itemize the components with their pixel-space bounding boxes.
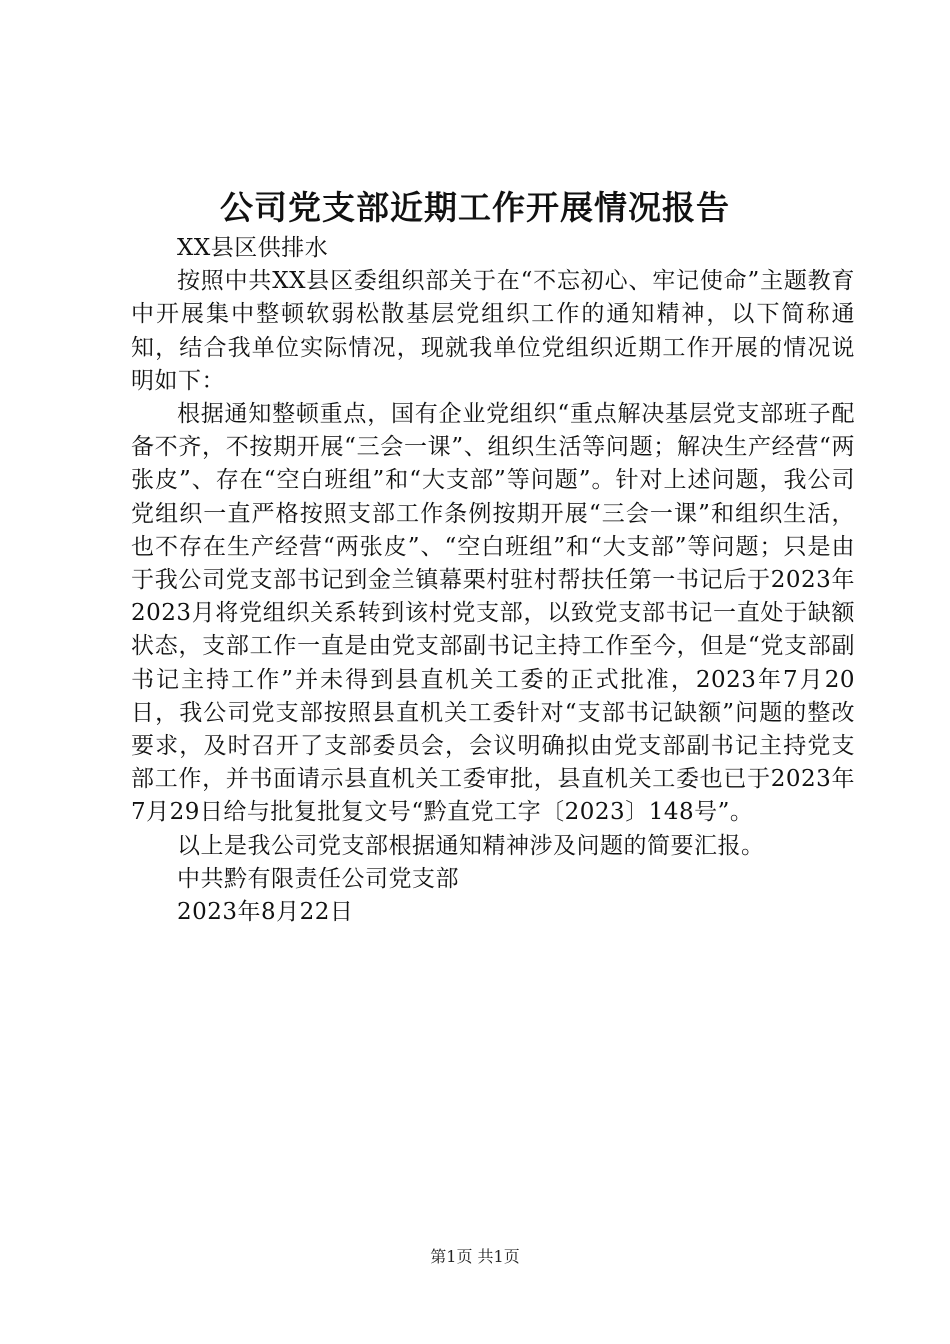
page-number: 第1页 共1页	[430, 1247, 520, 1266]
paragraph-closing: 以上是我公司党支部根据通知精神涉及问题的简要汇报。	[177, 832, 765, 859]
paragraph-main: 根据通知整顿重点，国有企业党组织“重点解决基层党支部班子配备不齐，不按期开展“三会一课”、组织生活等问题；解决生产经营“两张皮”、存在“空白班组”和“大支部”等问题”。针对上述问题，我公司党组织一直严格按照支部工作条例按期开展“三会一课”和组织生活，也不存在生产经营“两张皮”、“空白班组”和“大支部”等问题；只是由于我公司党支部书记到金兰镇幕栗村驻村帮扶任第一书记后于2023年2023月将党组织关系转到该村党支部，以致党支部书记一直处于缺额状态，支部工作一直是由党支部副书记主持工作至今，但是“党支部副书记主持工作”并未得到县直机关工委的正式批准，2023年7月20日，我公司党支部按照县直机关工委针对“支部书记缺额”问题的整改要求，及时召开了支部委员会，会议明确拟由党支部副书记主持党支部工作，并书面请示县直机关工委审批，县直机关工委也已于2023年7月29日给与批复批复文号“黔直党工字〔2023〕148号”。	[131, 401, 855, 826]
recipient-line: XX县区供排水	[177, 235, 329, 261]
paragraph-intro: 按照中共XX县区委组织部关于在“不忘初心、牢记使命”主题教育中开展集中整顿软弱松散基层党组织工作的通知精神，以下简称通知，结合我单位实际情况，现就我单位党组织近期工作开展的情况说明如下：	[131, 268, 855, 394]
document-title: 公司党支部近期工作开展情况报告	[220, 188, 730, 227]
document-body	[131, 232, 855, 929]
signature-line: 中共黔有限责任公司党支部	[177, 865, 459, 892]
date-line: 2023年8月22日	[177, 899, 354, 926]
